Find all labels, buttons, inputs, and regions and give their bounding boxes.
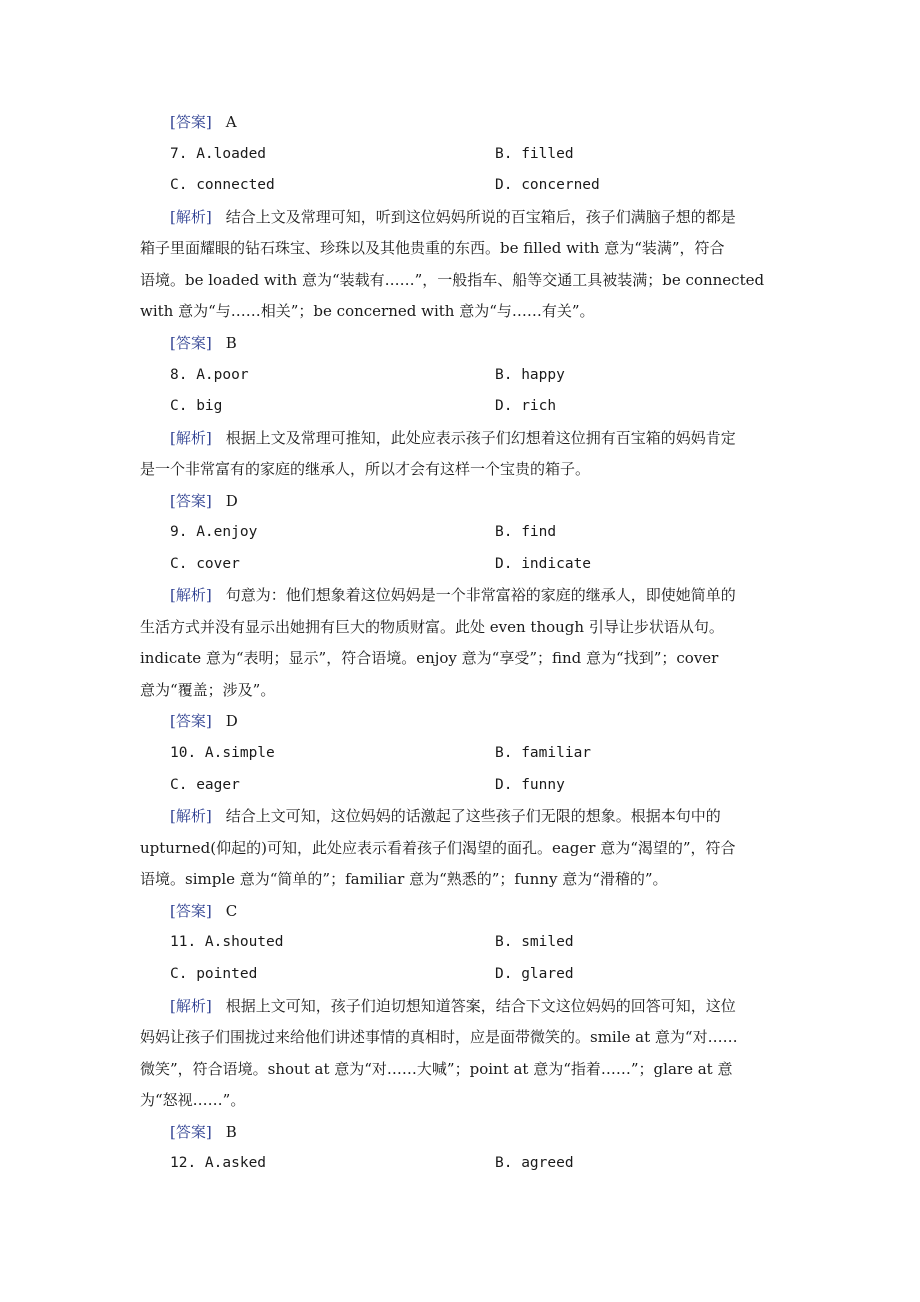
- option-a: 9. A.enjoy: [170, 524, 258, 540]
- analysis-text: 结合上文可知，这位妈妈的话激起了这些孩子们无限的想象。根据本句中的: [225, 807, 721, 825]
- answer-label: [答案]: [170, 113, 212, 131]
- option-d: D. funny: [495, 777, 565, 793]
- option-c: C. cover: [170, 556, 240, 572]
- analysis-text: 根据上文可知，孩子们迫切想知道答案，结合下文这位妈妈的回答可知，这位: [225, 997, 736, 1015]
- answer-value: D: [225, 492, 238, 510]
- answer-label: [答案]: [170, 1123, 212, 1141]
- question-10-row-2: [170, 774, 800, 796]
- option-b: B. find: [495, 524, 557, 540]
- answer-value: D: [225, 712, 238, 730]
- answer-line: [170, 1121, 800, 1143]
- analysis-text: 是一个非常富有的家庭的继承人，所以才会有这样一个宝贵的箱子。: [140, 460, 591, 478]
- option-b: B. filled: [495, 146, 574, 162]
- analysis-text: 意为“覆盖；涉及”。: [140, 681, 276, 699]
- analysis-text: indicate 意为“表明；显示”，符合语境。enjoy 意为“享受”；find 意为“找到”；cover: [140, 649, 719, 667]
- answer-value: A: [225, 113, 237, 131]
- answer-value: C: [225, 902, 238, 920]
- analysis-line: [170, 805, 800, 827]
- option-a: 12. A.asked: [170, 1155, 267, 1171]
- analysis-line: [170, 427, 800, 449]
- answer-value: B: [225, 1123, 237, 1141]
- option-d: D. glared: [495, 966, 574, 982]
- analysis-label: [解析]: [170, 429, 212, 447]
- analysis-line: [170, 995, 800, 1017]
- option-d: D. concerned: [495, 177, 600, 193]
- answer-label: [答案]: [170, 492, 212, 510]
- question-8-row-2: [170, 395, 800, 417]
- analysis-text: 语境。be loaded with 意为“装载有……”，一般指车、船等交通工具被装满；be connected: [140, 271, 765, 289]
- analysis-label: [解析]: [170, 807, 212, 825]
- option-d: D. rich: [495, 398, 557, 414]
- analysis-text: 微笑”，符合语境。shout at 意为“对……大喊”；point at 意为“指着……”；glare at 意: [140, 1060, 733, 1078]
- answer-label: [答案]: [170, 902, 212, 920]
- option-a: 10. A.simple: [170, 745, 275, 761]
- option-a: 8. A.poor: [170, 367, 249, 383]
- option-b: B. agreed: [495, 1155, 574, 1171]
- analysis-text: 为“怒视……”。: [140, 1091, 246, 1109]
- answer-line: [170, 490, 800, 512]
- analysis-text: 箱子里面耀眼的钻石珠宝、珍珠以及其他贵重的东西。be filled with 意为“装满”，符合: [140, 239, 725, 257]
- option-c: C. big: [170, 398, 223, 414]
- analysis-text: 生活方式并没有显示出她拥有巨大的物质财富。此处 even though 引导让步状语从句。: [140, 618, 724, 636]
- answer-line: [170, 111, 800, 133]
- question-9-row-1: [170, 521, 800, 543]
- analysis-label: [解析]: [170, 586, 212, 604]
- option-a: 11. A.shouted: [170, 934, 284, 950]
- option-d: D. indicate: [495, 556, 592, 572]
- question-12-row-1: [170, 1152, 800, 1174]
- answer-line: [170, 332, 800, 354]
- analysis-text: 结合上文及常理可知，听到这位妈妈所说的百宝箱后，孩子们满脑子想的都是: [225, 208, 736, 226]
- option-c: C. eager: [170, 777, 240, 793]
- analysis-text: 根据上文及常理可推知，此处应表示孩子们幻想着这位拥有百宝箱的妈妈肯定: [225, 429, 736, 447]
- analysis-label: [解析]: [170, 997, 212, 1015]
- question-7-row-1: [170, 143, 800, 165]
- analysis-text: 句意为：他们想象着这位妈妈是一个非常富裕的家庭的继承人，即使她简单的: [225, 586, 736, 604]
- answer-label: [答案]: [170, 712, 212, 730]
- option-b: B. happy: [495, 367, 565, 383]
- option-b: B. smiled: [495, 934, 574, 950]
- option-a: 7. A.loaded: [170, 146, 267, 162]
- analysis-label: [解析]: [170, 208, 212, 226]
- option-b: B. familiar: [495, 745, 592, 761]
- option-c: C. pointed: [170, 966, 258, 982]
- answer-line: [170, 900, 800, 922]
- analysis-text: 语境。simple 意为“简单的”；familiar 意为“熟悉的”；funny 意为“滑稽的”。: [140, 870, 668, 888]
- answer-value: B: [225, 334, 237, 352]
- question-11-row-2: [170, 963, 800, 985]
- answer-line: [170, 710, 800, 732]
- analysis-line: [170, 206, 800, 228]
- question-8-row-1: [170, 364, 800, 386]
- question-10-row-1: [170, 742, 800, 764]
- question-11-row-1: [170, 931, 800, 953]
- analysis-text: upturned(仰起的)可知，此处应表示看着孩子们渴望的面孔。eager 意为“渴望的”，符合: [140, 839, 736, 857]
- analysis-line: [170, 584, 800, 606]
- question-9-row-2: [170, 553, 800, 575]
- question-7-row-2: [170, 174, 800, 196]
- answer-label: [答案]: [170, 334, 212, 352]
- option-c: C. connected: [170, 177, 275, 193]
- analysis-text: 妈妈让孩子们围拢过来给他们讲述事情的真相时，应是面带微笑的。smile at 意为“对……: [140, 1028, 738, 1046]
- analysis-text: with 意为“与……相关”；be concerned with 意为“与……有关”。: [140, 302, 595, 320]
